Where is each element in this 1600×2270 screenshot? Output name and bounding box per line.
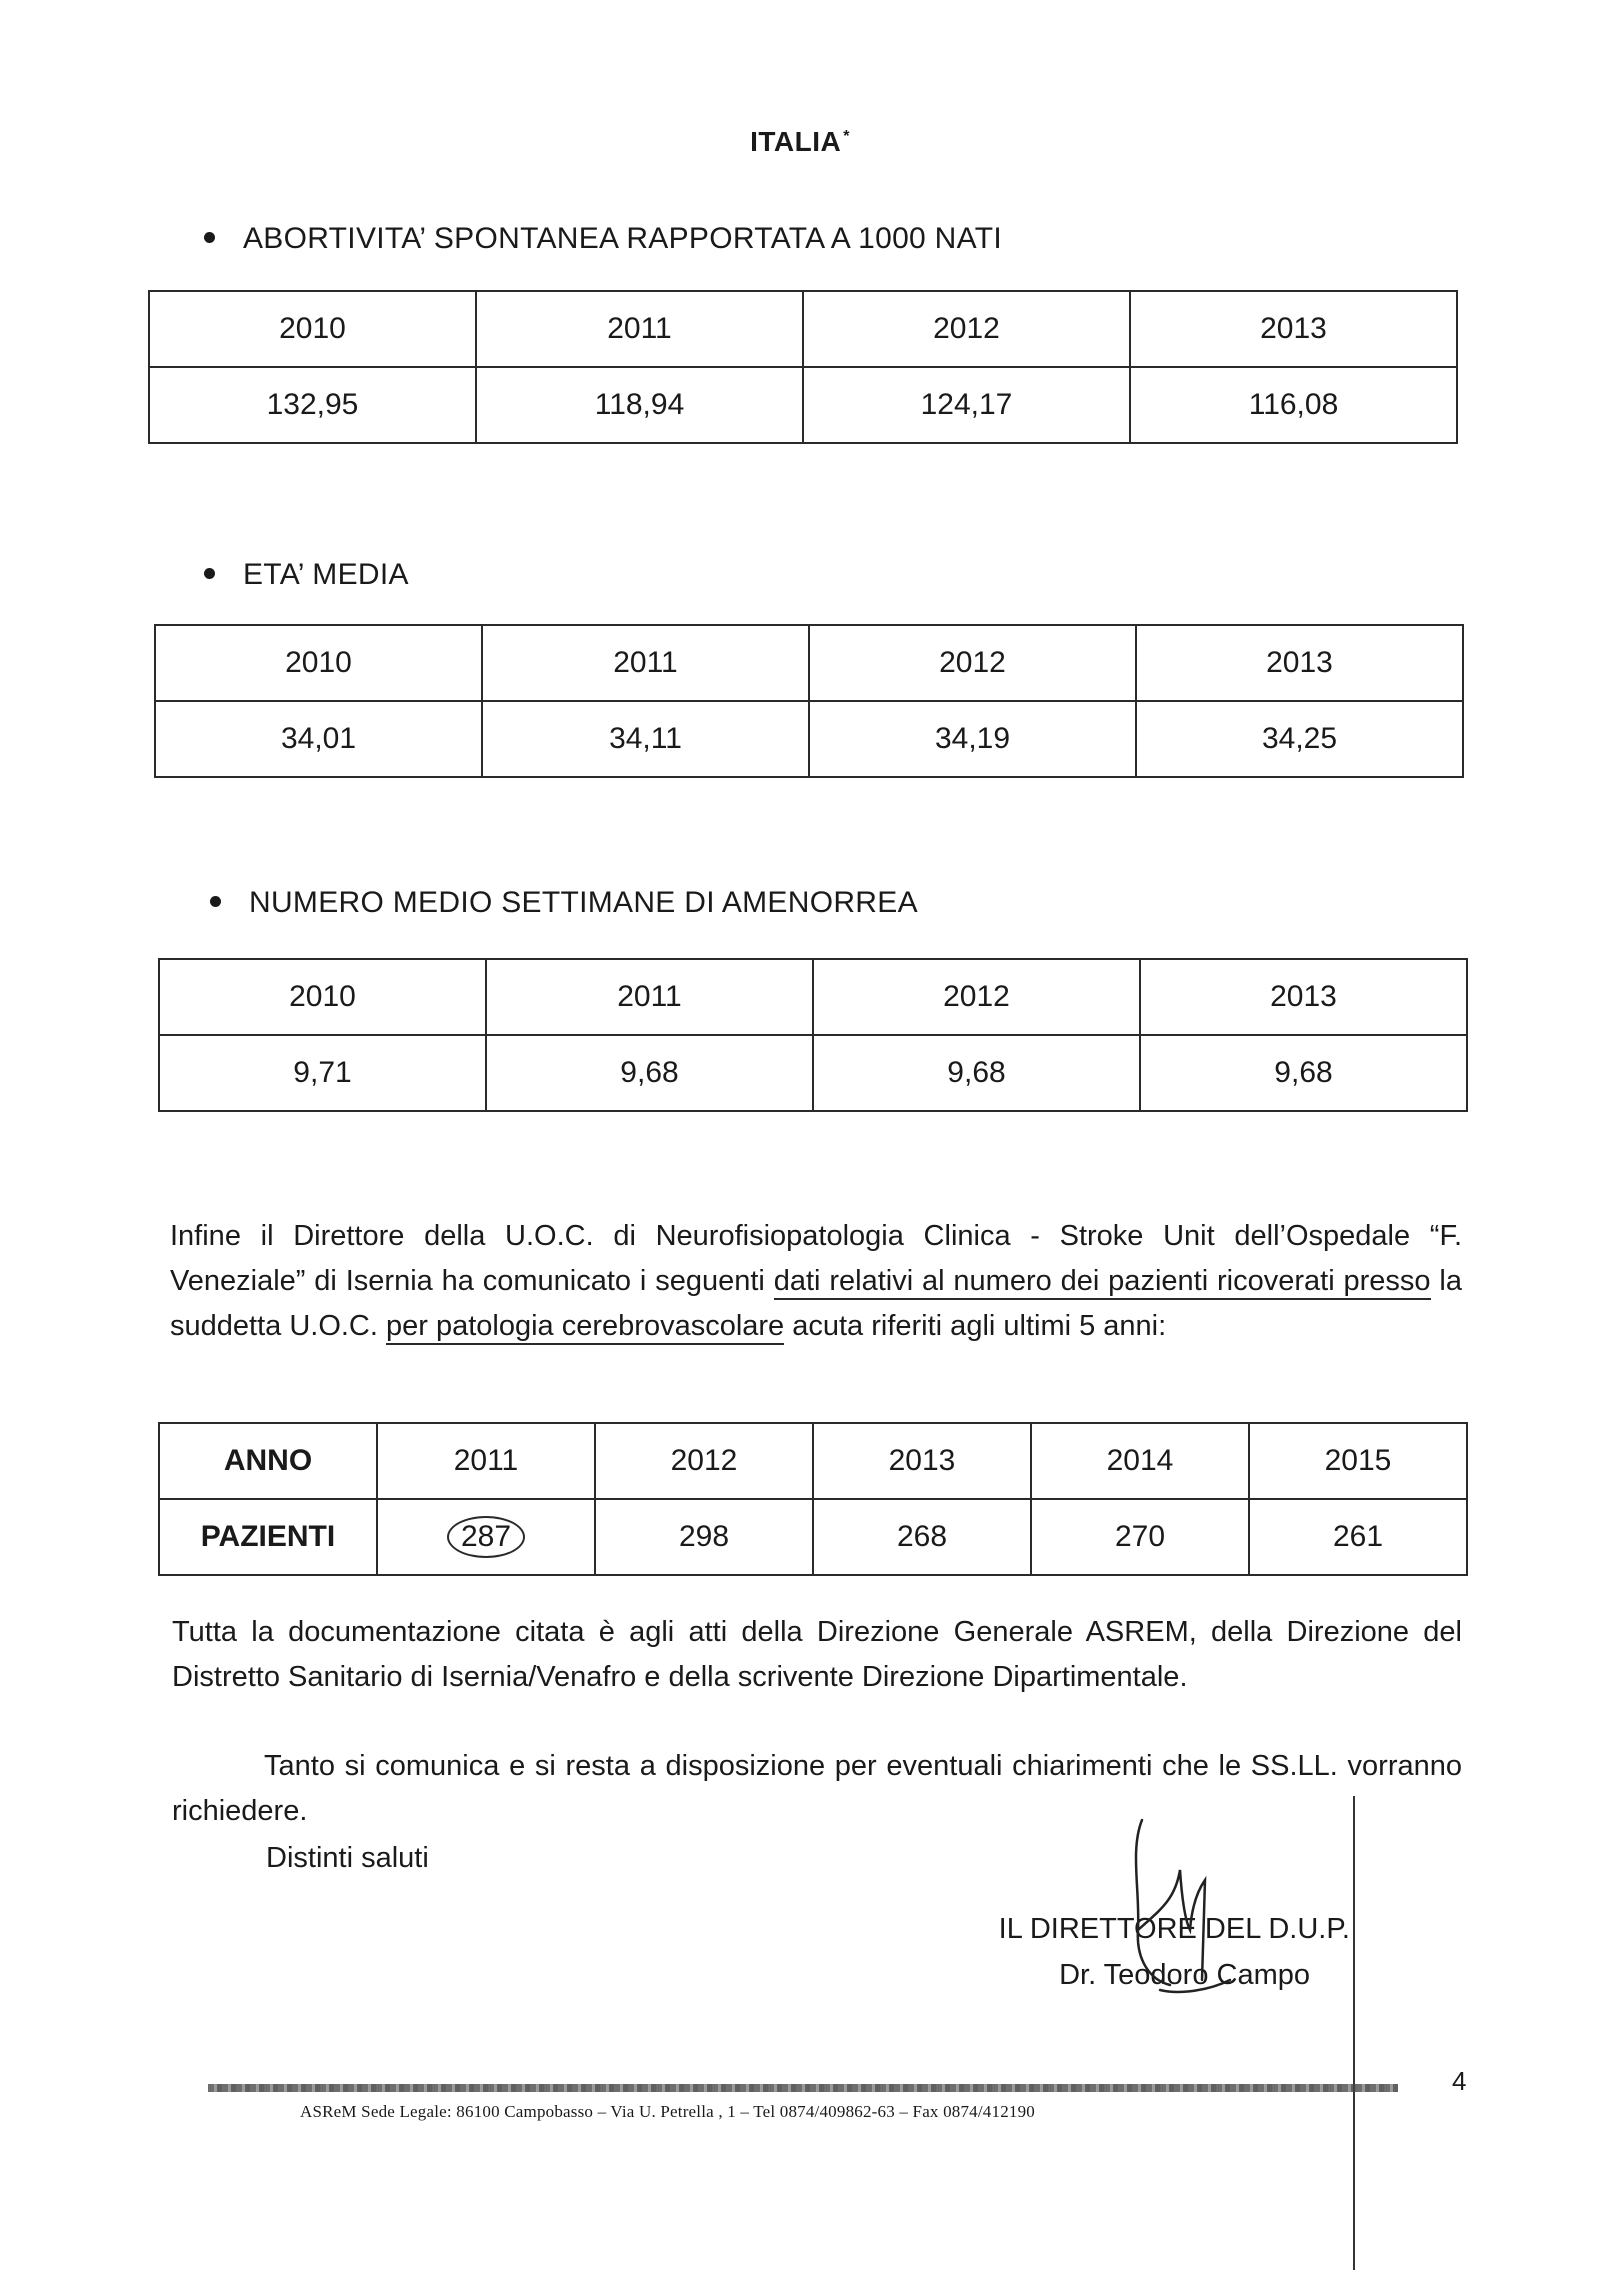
table-cell-year: 2013 xyxy=(813,1423,1031,1499)
signature-role: IL DIRETTORE DEL D.U.P. xyxy=(998,1913,1350,1945)
section-heading-amenorrea xyxy=(210,886,918,920)
table-cell-year: 2012 xyxy=(803,291,1130,367)
table-cell-value-circled xyxy=(377,1499,595,1575)
page-number: 4 xyxy=(1452,2066,1467,2096)
section-heading-eta-media xyxy=(204,558,409,592)
title-mark: * xyxy=(843,127,850,145)
circled-value: 287 xyxy=(447,1516,525,1558)
table-cell-year: 2011 xyxy=(476,291,803,367)
handwritten-signature xyxy=(1080,1810,1250,2010)
abortivita-table xyxy=(148,290,1458,444)
table-cell-year: 2012 xyxy=(813,959,1140,1035)
table-cell-value: 9,68 xyxy=(1140,1035,1467,1111)
closing-paragraph xyxy=(172,1610,1462,1700)
table-cell-year: 2013 xyxy=(1136,625,1463,701)
table-cell-value: 9,68 xyxy=(813,1035,1140,1111)
amenorrea-table xyxy=(158,958,1468,1112)
table-cell-value: 298 xyxy=(595,1499,813,1575)
table-cell-year: 2011 xyxy=(482,625,809,701)
table-cell-value: 268 xyxy=(813,1499,1031,1575)
table-cell-value: 34,11 xyxy=(482,701,809,777)
intro-paragraph xyxy=(170,1214,1462,1349)
section-heading-abortivita xyxy=(204,222,1002,256)
bullet-icon xyxy=(210,896,221,907)
signature-name: Dr. Teodoro Campo xyxy=(1059,1959,1310,1991)
table-cell-value: 116,08 xyxy=(1130,367,1457,443)
table-cell-value: 261 xyxy=(1249,1499,1467,1575)
table-cell-year: 2010 xyxy=(159,959,486,1035)
section-heading-text: ETA’ MEDIA xyxy=(243,558,409,591)
table-cell-year: 2010 xyxy=(155,625,482,701)
table-cell-value: 132,95 xyxy=(149,367,476,443)
closing-text: Tutta la documentazione citata è agli atti della Direzione Generale ASREM, della Direzione del Distretto Sanitario di Isernia/Venafro e della scrivente Direzione Dipartimentale. xyxy=(172,1616,1462,1693)
closing-line-text: Tanto si comunica e si resta a disposizione per eventuali chiarimenti che le SS.LL. vorranno richiedere. xyxy=(172,1750,1462,1827)
patients-table xyxy=(158,1422,1468,1576)
greeting xyxy=(266,1836,429,1881)
table-cell-value: 34,01 xyxy=(155,701,482,777)
table-row-label: PAZIENTI xyxy=(159,1499,377,1575)
eta-media-table xyxy=(154,624,1464,778)
table-row-label: ANNO xyxy=(159,1423,377,1499)
closing-line xyxy=(172,1744,1462,1834)
table-cell-value: 270 xyxy=(1031,1499,1249,1575)
intro-text: Infine il Direttore della U.O.C. di Neurofisiopatologia Clinica - Stroke Unit dell’Ospedale “F. Veneziale” di Isernia ha comunicato i seguenti xyxy=(170,1220,1462,1297)
title-text: ITALIA xyxy=(750,126,842,157)
table-cell-year: 2011 xyxy=(486,959,813,1035)
footer-address: ASReM Sede Legale: 86100 Campobasso – Via U. Petrella , 1 – Tel 0874/409862-63 – Fax 0874/412190 xyxy=(300,2102,1036,2121)
bullet-icon xyxy=(204,232,215,243)
table-cell-year: 2011 xyxy=(377,1423,595,1499)
table-cell-value: 9,68 xyxy=(486,1035,813,1111)
underlined-text: dati relativi al numero dei pazienti ricoverati presso xyxy=(774,1265,1431,1300)
table-cell-year: 2013 xyxy=(1140,959,1467,1035)
table-cell-year: 2013 xyxy=(1130,291,1457,367)
margin-line xyxy=(1353,1796,1355,2270)
table-cell-year: 2010 xyxy=(149,291,476,367)
table-cell-year: 2012 xyxy=(595,1423,813,1499)
table-cell-value: 124,17 xyxy=(803,367,1130,443)
section-heading-text: NUMERO MEDIO SETTIMANE DI AMENORREA xyxy=(249,886,918,919)
bullet-icon xyxy=(204,568,215,579)
footer-divider xyxy=(208,2084,1398,2092)
table-cell-value: 34,25 xyxy=(1136,701,1463,777)
table-cell-value: 118,94 xyxy=(476,367,803,443)
underlined-text: per patologia cerebrovascolare xyxy=(386,1310,784,1345)
page-title xyxy=(0,126,1600,158)
intro-text: acuta riferiti agli ultimi 5 anni: xyxy=(784,1310,1167,1342)
table-cell-value: 34,19 xyxy=(809,701,1136,777)
greeting-text: Distinti saluti xyxy=(266,1842,429,1874)
table-cell-year: 2014 xyxy=(1031,1423,1249,1499)
section-heading-text: ABORTIVITA’ SPONTANEA RAPPORTATA A 1000 NATI xyxy=(243,222,1002,255)
table-cell-year: 2015 xyxy=(1249,1423,1467,1499)
intro-text: la suddetta U.O.C. xyxy=(170,1265,1462,1342)
table-cell-year: 2012 xyxy=(809,625,1136,701)
table-cell-value: 9,71 xyxy=(159,1035,486,1111)
